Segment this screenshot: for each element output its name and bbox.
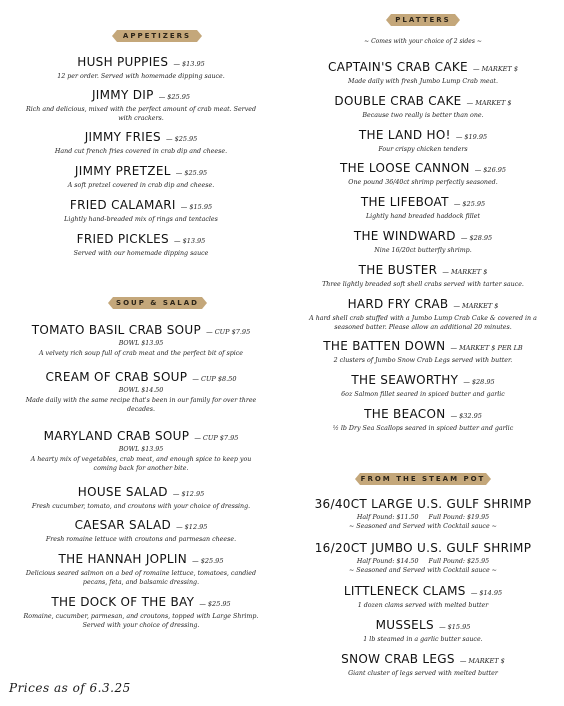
menu-item — [282, 580, 564, 610]
item-desc: 1 lb steamed in a garlic butter sauce. — [363, 636, 483, 643]
steam-pot-banner — [360, 473, 486, 485]
menu-item — [282, 90, 564, 120]
item-price: — CUP $7.95 — [194, 434, 239, 442]
menu-item — [0, 514, 282, 544]
menu-item — [282, 124, 564, 154]
menu-item — [0, 194, 282, 224]
item-price: — $25.95 — [166, 135, 198, 143]
item-name: THE BUSTER — [358, 263, 438, 277]
menu-item — [282, 648, 564, 678]
item-desc: Made daily with fresh Jumbo Lump Crab meat. — [348, 78, 498, 85]
item-name: HARD FRY CRAB — [347, 297, 449, 311]
item-price: — $12.95 — [176, 523, 208, 531]
item-name: CREAM OF CRAB SOUP — [45, 370, 188, 384]
item-name: FRIED CALAMARI — [69, 198, 176, 212]
menu-item — [0, 548, 282, 587]
menu-item — [0, 425, 282, 473]
item-price: — $15.95 — [439, 623, 471, 631]
item-desc: Made daily with the same recipe that's been in our family for over three decades. — [25, 397, 257, 413]
item-desc: Hand cut french fries covered in crab dip and cheese. — [54, 148, 228, 155]
item-desc: Giant cluster of legs served with melted butter — [348, 670, 498, 677]
item-price: — CUP $7.95 — [206, 328, 251, 336]
item-price: — CUP $8.50 — [192, 375, 237, 383]
menu-item — [282, 157, 564, 187]
item-name: CAPTAIN'S CRAB CAKE — [328, 60, 468, 74]
item-name: SNOW CRAB LEGS — [341, 652, 455, 666]
item-price: — $13.95 — [173, 60, 205, 68]
item-pound-prices: Half Pound: $11.50 Full Pound: $19.95 — [356, 514, 490, 521]
menu-item — [282, 335, 564, 365]
menu-item — [0, 319, 282, 358]
item-desc: Three lightly breaded soft shell crabs served with tarter sauce. — [322, 281, 524, 288]
item-name: THE LIFEBOAT — [360, 195, 449, 209]
item-pound-prices: Half Pound: $14.50 Full Pound: $25.95 — [356, 558, 490, 565]
item-name: 16/20CT JUMBO U.S. GULF SHRIMP — [314, 541, 532, 555]
item-price: — $14.95 — [470, 589, 503, 597]
item-price: — MARKET $ — [473, 65, 518, 73]
item-desc: Lightly hand-breaded mix of rings and tentacles — [64, 216, 218, 223]
item-desc: Delicious seared salmon on a bed of romaine lettuce, tomatoes, candied pecans, feta, and balsamic dressing. — [25, 570, 257, 586]
menu-item — [282, 537, 564, 575]
menu-item — [0, 366, 282, 414]
menu-item — [0, 84, 282, 123]
item-price: — $15.95 — [180, 203, 213, 211]
item-name: LITTLENECK CLAMS — [343, 584, 466, 598]
platters-title: PLATTERS — [395, 16, 451, 24]
item-desc: A hearty mix of vegetables, crab meat, and enough spice to keep you coming back for another bite. — [30, 456, 252, 472]
item-desc: 12 per order. Served with homemade dipping sauce. — [57, 73, 225, 80]
menu-item — [282, 191, 564, 221]
item-desc: Served with our homemade dipping sauce — [73, 250, 209, 257]
menu-item — [282, 403, 564, 433]
item-price: — MARKET $ — [466, 99, 512, 107]
item-desc: Lightly hand breaded haddock fillet — [365, 213, 481, 220]
item-name: MARYLAND CRAB SOUP — [43, 429, 190, 443]
item-desc: A soft pretzel covered in crab dip and cheese. — [67, 182, 215, 189]
item-desc: ~ Seasoned and Served with Cocktail sauce ~ — [349, 523, 497, 530]
item-price: — $32.95 — [450, 412, 482, 420]
item-desc: 6oz Salmon fillet seared in spiced butter and garlic — [341, 391, 505, 398]
menu-item — [0, 481, 282, 511]
item-desc: One pound 36/40ct shrimp perfectly seasoned. — [348, 179, 498, 186]
item-desc: ~ Seasoned and Served with Cocktail sauce ~ — [349, 567, 497, 574]
item-name: JIMMY FRIES — [84, 130, 161, 144]
item-price: — MARKET $ — [453, 302, 499, 310]
soup-salad-title: SOUP & SALAD — [116, 299, 199, 307]
item-name: JIMMY DIP — [91, 88, 154, 102]
item-bowl-price: BOWL $14.50 — [118, 387, 164, 394]
item-name: DOUBLE CRAB CAKE — [334, 94, 462, 108]
platters-banner — [391, 14, 455, 26]
item-desc: Four crispy chicken tenders — [378, 146, 468, 153]
menu-item — [0, 126, 282, 156]
appetizers-title: APPETIZERS — [122, 32, 192, 40]
item-desc: Romaine, cucumber, parmesan, and croutons, topped with Large Shrimp. Served with your choice of dressing. — [23, 613, 259, 629]
item-price: — $25.95 — [199, 600, 231, 608]
item-name: THE HANNAH JOPLIN — [58, 552, 188, 566]
item-desc: Rich and delicious, mixed with the perfect amount of crab meat. Served with crackers. — [25, 106, 257, 122]
item-price: — $25.95 — [175, 169, 208, 177]
menu-item — [282, 293, 564, 332]
item-price: — $12.95 — [172, 490, 205, 498]
item-desc: ½ lb Dry Sea Scallops seared in spiced butter and garlic — [332, 425, 514, 432]
item-desc: Fresh romaine lettuce with croutons and parmesan cheese. — [45, 536, 237, 543]
menu-item — [0, 51, 282, 81]
prices-date-footer: Prices as of 6.3.25 — [9, 681, 131, 695]
item-price: — $19.95 — [455, 133, 488, 141]
item-price: — $28.95 — [463, 378, 495, 386]
item-price: — $25.95 — [453, 200, 486, 208]
item-price: — MARKET $ — [442, 268, 488, 276]
item-desc: Nine 16/20ct butterfly shrimp. — [374, 247, 472, 254]
item-desc: Fresh cucumber, tomato, and croutons with your choice of dressing. — [31, 503, 251, 510]
item-name: HOUSE SALAD — [77, 485, 168, 499]
item-desc: A hard shell crab stuffed with a Jumbo Lump Crab Cake & covered in a seasoned batter. Please allow an additional 20 minutes. — [309, 315, 537, 331]
item-price: — $25.95 — [158, 93, 191, 101]
menu-item — [282, 225, 564, 255]
soup-salad-banner — [113, 297, 202, 309]
item-name: THE WINDWARD — [353, 229, 456, 243]
item-name: THE DOCK OF THE BAY — [51, 595, 195, 609]
item-name: TOMATO BASIL CRAB SOUP — [31, 323, 202, 337]
steam-pot-title: FROM THE STEAM POT — [360, 475, 486, 483]
item-name: JIMMY PRETZEL — [74, 164, 171, 178]
item-bowl-price: BOWL $13.95 — [118, 446, 164, 453]
item-name: HUSH PUPPIES — [77, 55, 169, 69]
item-desc: 1 dozen clams served with melted butter — [357, 602, 489, 609]
item-price: — $26.95 — [474, 166, 507, 174]
item-price: — $28.95 — [460, 234, 493, 242]
menu-item — [0, 591, 282, 630]
menu-item — [0, 160, 282, 190]
item-name: 36/40CT LARGE U.S. GULF SHRIMP — [314, 497, 532, 511]
item-name: CAESAR SALAD — [74, 518, 172, 532]
item-desc: Because two really is better than one. — [362, 112, 484, 119]
item-name: FRIED PICKLES — [76, 232, 169, 246]
item-price: — $13.95 — [174, 237, 206, 245]
menu-item — [282, 369, 564, 399]
item-name: THE LAND HO! — [358, 128, 451, 142]
item-desc: 2 clusters of Jumbo Snow Crab Legs served with butter. — [333, 357, 513, 364]
item-name: THE SEAWORTHY — [351, 373, 459, 387]
item-name: THE BEACON — [364, 407, 446, 421]
item-price: — MARKET $ PER LB — [450, 344, 523, 352]
menu-item — [282, 493, 564, 531]
item-price: — MARKET $ — [459, 657, 505, 665]
item-name: MUSSELS — [375, 618, 434, 632]
item-bowl-price: BOWL $13.95 — [118, 340, 164, 347]
item-price: — $25.95 — [192, 557, 224, 565]
menu-item — [282, 614, 564, 644]
item-name: THE LOOSE CANNON — [339, 161, 470, 175]
platters-note: ~ Comes with your choice of 2 sides ~ — [364, 38, 482, 45]
menu-item — [282, 259, 564, 289]
item-name: THE BATTEN DOWN — [323, 339, 446, 353]
menu-item — [0, 228, 282, 258]
menu-item — [282, 56, 564, 86]
item-desc: A velvety rich soup full of crab meat and the perfect bit of spice — [38, 350, 244, 357]
appetizers-banner — [117, 30, 197, 42]
